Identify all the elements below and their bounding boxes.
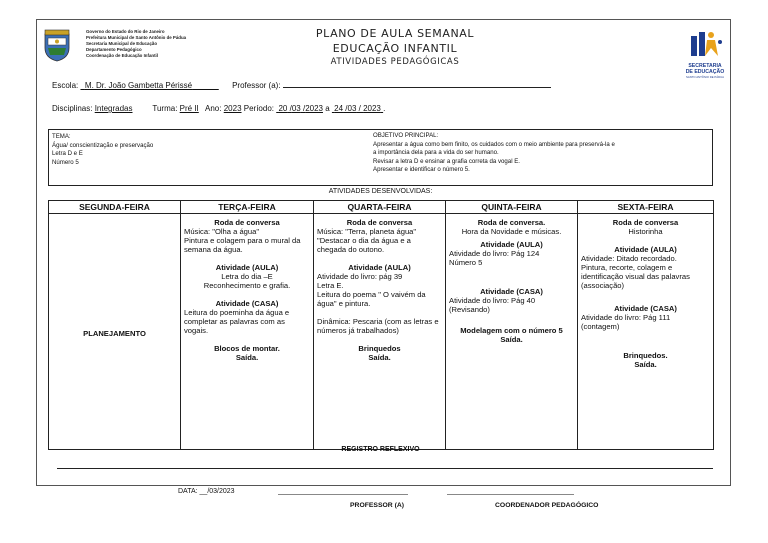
title-line-3: ATIVIDADES PEDAGÓGICAS xyxy=(330,57,460,67)
table-row xyxy=(49,214,714,450)
registro-reflexivo-title: REGISTRO REFLEXIVO xyxy=(341,446,420,453)
header-quarta: QUARTA-FEIRA xyxy=(314,201,446,214)
quarta-heading-aula: Atividade (AULA) xyxy=(348,263,411,272)
turma-field[interactable]: Pré II xyxy=(179,104,199,113)
quarta-text: Letra E. xyxy=(317,281,344,290)
gov-line: Coordenação de Educação Infantil xyxy=(86,53,158,58)
terca-text: Letra do dia –E xyxy=(221,272,273,281)
disciplinas-line: Disciplinas: Integradas Turma: Pré II Ano: 2023 Período: 20 /03 /2023 a 24 /03 / 2023 . xyxy=(52,104,386,113)
state-crest-icon xyxy=(40,28,74,62)
tema-label: TEMA: xyxy=(52,133,71,140)
title-line-1: PLANO DE AULA SEMANAL xyxy=(315,27,475,40)
sexta-heading-aula: Atividade (AULA) xyxy=(614,245,677,254)
ano-field[interactable]: 2023 xyxy=(223,104,242,113)
terca-blocos: Blocos de montar. xyxy=(214,344,280,353)
objetivo-line: Apresentar e identificar o número 5. xyxy=(373,166,470,173)
quinta-saida: Saída. xyxy=(500,335,523,344)
terca-text: Reconhecimento e grafia. xyxy=(203,281,291,290)
professor-signature-label: PROFESSOR (A) xyxy=(350,502,405,509)
quarta-text: Música: "Terra, planeta água" xyxy=(317,227,417,236)
sexta-text: Pintura, recorte, colagem e identificação visual das palavras (associação) xyxy=(581,263,690,290)
quarta-text: Dinâmica: Pescaria (com as letras e números já trabalhados) xyxy=(317,317,439,335)
terca-text: Leitura do poeminha da água e completar as palavras com as vogais. xyxy=(184,308,290,335)
gov-line: Secretaria Municipal de Educação xyxy=(86,41,158,46)
quinta-modelagem: Modelagem com o número 5 xyxy=(460,326,563,335)
registro-line[interactable] xyxy=(57,468,713,469)
sexta-text: Atividade do livro: Pág 111 (contagem) xyxy=(581,313,671,331)
atividades-title: ATIVIDADES DESENVOLVIDAS: xyxy=(328,188,433,195)
terca-saida: Saída. xyxy=(235,353,259,362)
row-label-planejamento: PLANEJAMENTO xyxy=(49,214,181,450)
sexta-heading-roda: Roda de conversa xyxy=(612,218,679,227)
data-field[interactable] xyxy=(178,488,235,495)
disciplinas-label: Disciplinas: xyxy=(52,104,93,113)
gov-line: Governo do Estado do Rio de Janeiro xyxy=(86,29,165,34)
quarta-text: Leitura do poema " O vaivém da água" e pintura. xyxy=(317,290,426,308)
objetivo-line: Apresentar a água como bem finito, os cuidados com o meio ambiente para preservá-la e xyxy=(373,140,615,148)
quarta-text: "Destacar o dia da água e a chegada do outono. xyxy=(317,236,411,254)
gov-line: Departamento Pedagógico xyxy=(86,47,142,52)
cell-quinta[interactable] xyxy=(446,214,578,450)
cell-quarta[interactable] xyxy=(314,214,446,450)
quinta-text: (Revisando) xyxy=(449,305,490,314)
header-segunda: SEGUNDA-FEIRA xyxy=(49,201,181,214)
tema-objetivo-box xyxy=(48,129,713,186)
document-title xyxy=(290,26,500,68)
quinta-text: Número 5 xyxy=(449,258,483,267)
tema-section xyxy=(52,133,362,167)
professor-field[interactable] xyxy=(283,80,551,88)
objetivo-section xyxy=(373,132,713,175)
quarta-text: Atividade do livro: pág 39 xyxy=(317,272,403,281)
objetivo-label: OBJETIVO PRINCIPAL: xyxy=(373,132,439,139)
coordenador-signature-label: COORDENADOR PEDAGÓGICO xyxy=(495,502,599,509)
secretaria-logo-icon xyxy=(685,28,725,58)
objetivo-line: a importância dela para a vida do ser humano. xyxy=(373,149,499,156)
logo-name-1: SECRETARIA xyxy=(688,63,722,69)
sexta-heading-casa: Atividade (CASA) xyxy=(614,304,677,313)
quinta-text: Atividade do livro: Pág 40 xyxy=(449,296,536,305)
tema-line: Número 5 xyxy=(52,158,79,166)
sexta-text: Atividade: Ditado recordado. xyxy=(581,254,677,263)
escola-line xyxy=(52,80,551,90)
professor-label: Professor (a): xyxy=(232,81,281,90)
objetivo-line: Revisar a letra D e ensinar a grafia correta da vogal E. xyxy=(373,157,520,165)
header-quinta: QUINTA-FEIRA xyxy=(446,201,578,214)
gov-line: Prefeitura Municipal de Santo Antônio de Pádua xyxy=(86,35,187,40)
disciplinas-field[interactable]: Integradas xyxy=(94,104,133,113)
quinta-heading-casa: Atividade (CASA) xyxy=(480,287,543,296)
ano-label: Ano: xyxy=(205,104,222,113)
quarta-saida: Saída. xyxy=(368,353,391,362)
cell-terca[interactable] xyxy=(181,214,314,450)
planning-table xyxy=(48,200,714,450)
terca-heading-aula: Atividade (AULA) xyxy=(215,263,279,272)
logo-subtitle: SANTO ANTÔNIO DE PÁDUA xyxy=(685,75,725,79)
coordenador-signature-line[interactable] xyxy=(447,494,574,495)
title-line-2: EDUCAÇÃO INFANTIL xyxy=(332,42,458,55)
professor-signature-line[interactable] xyxy=(278,494,408,495)
government-header xyxy=(86,29,186,59)
data-label: DATA: xyxy=(178,488,198,495)
periodo-separator: a xyxy=(325,104,330,113)
quinta-text: Atividade do livro: Pág 124 xyxy=(449,249,540,258)
sexta-brinquedos: Brinquedos. xyxy=(623,351,668,360)
header-terca: TERÇA-FEIRA xyxy=(181,201,314,214)
sexta-text: Historinha xyxy=(628,227,663,236)
escola-label: Escola: xyxy=(52,81,79,90)
quarta-brinquedos: Brinquedos xyxy=(358,344,401,353)
secretaria-logo xyxy=(682,28,728,80)
terca-text: Música: "Olha a água" xyxy=(184,227,260,236)
header-sexta: SEXTA-FEIRA xyxy=(578,201,714,214)
turma-label: Turma: xyxy=(152,104,178,113)
terca-heading-casa: Atividade (CASA) xyxy=(215,299,279,308)
quinta-text: Hora da Novidade e músicas. xyxy=(461,227,562,236)
periodo-end[interactable]: 24 /03 / 2023 xyxy=(334,104,381,113)
terca-text: Pintura e colagem para o mural da semana da água. xyxy=(184,236,301,254)
cell-sexta[interactable] xyxy=(578,214,714,450)
quarta-heading-roda: Roda de conversa xyxy=(346,218,413,227)
periodo-start[interactable]: 20 /03 /2023 xyxy=(278,104,323,113)
escola-field[interactable]: M. Dr. João Gambetta Périssé xyxy=(84,81,193,90)
tema-line: Letra D e E xyxy=(52,150,83,157)
periodo-label: Período: xyxy=(243,104,274,113)
sexta-saida: Saída. xyxy=(634,360,657,369)
table-header-row xyxy=(49,201,714,214)
logo-name-2: DE EDUCAÇÃO xyxy=(685,69,725,75)
terca-heading-roda: Roda de conversa xyxy=(214,218,280,227)
quinta-heading-roda: Roda de conversa. xyxy=(477,218,546,227)
quinta-heading-aula: Atividade (AULA) xyxy=(480,240,543,249)
tema-line: Água/ conscientização e preservação xyxy=(52,141,154,149)
data-value: __/03/2023 xyxy=(199,488,235,495)
